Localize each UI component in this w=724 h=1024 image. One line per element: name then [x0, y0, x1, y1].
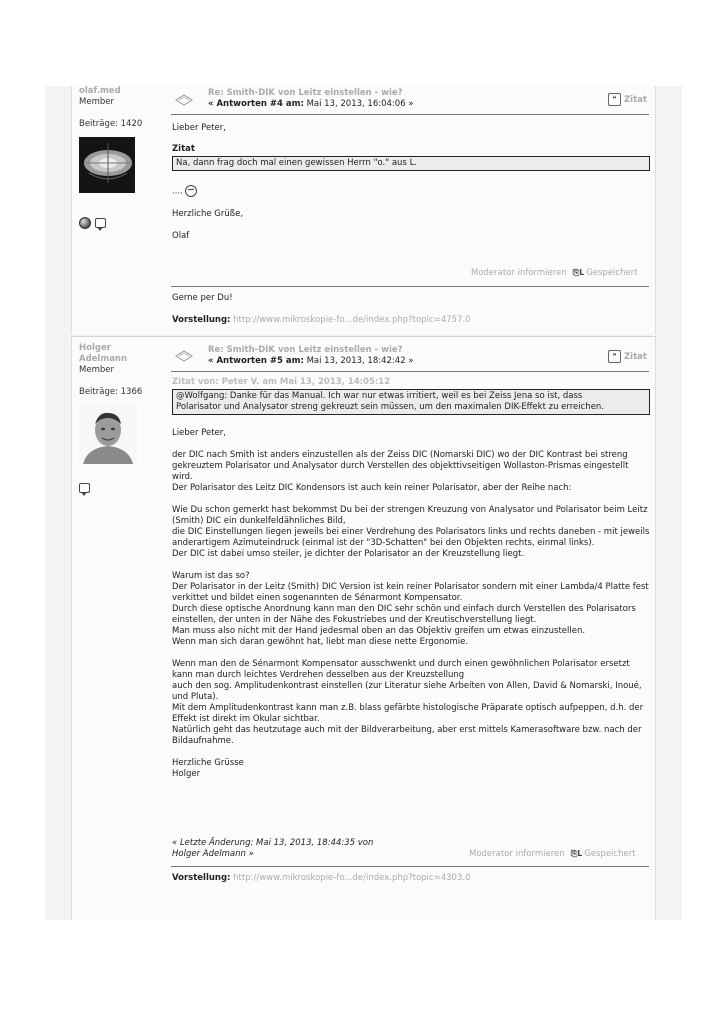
vorstellung-line: [172, 315, 470, 325]
divider: [171, 371, 649, 372]
post-meta: [208, 356, 414, 367]
avatar: [79, 137, 135, 193]
post-title-link[interactable]: Re: Smith-DIK von Leitz einstellen - wie?: [208, 88, 403, 98]
closing: Herzliche Grüße,: [172, 208, 244, 219]
post-paragraphs: [172, 450, 650, 780]
save-link[interactable]: [573, 268, 638, 278]
quote-button[interactable]: [608, 93, 647, 106]
vorstellung-link[interactable]: http://www.mikroskopie-fo...de/index.php?topic=4303.0: [233, 873, 471, 883]
save-icon: ⎘L: [572, 268, 585, 277]
quote-button-label: Zitat: [624, 94, 647, 105]
send-message-icon[interactable]: [79, 483, 90, 493]
reply-number: « Antworten #5 am:: [208, 356, 304, 366]
author-post-count: Beiträge: 1366: [79, 387, 143, 397]
author-block: [79, 86, 142, 130]
reply-number: « Antworten #4 am:: [208, 99, 304, 109]
avatar: [79, 406, 137, 464]
post-body: [172, 377, 650, 780]
quote-button[interactable]: [608, 350, 647, 363]
quote-line: Polarisator und Analysator streng gekreuzt sein müssen, um den maximalen DIK-Effekt zu erreichen.: [176, 402, 605, 412]
post-actions: [471, 268, 638, 278]
signature-name: Olaf: [172, 230, 190, 241]
author-block: [79, 343, 142, 398]
post-paragraph: Wenn man den de Sénarmont Kompensator ausschwenkt und durch einen gewöhnlichen Polarisator ersetzt kann man durch leichtes Verdrehen desselben aus der Kreuzstellung auch den sog. Amplitudenkontrast einstellen (zur Literatur siehe Arbeiten von Allen, David & Nomarski, Inoué, und Pluta). Mit dem Amplitudenkontrast kann man z.B. blass gefärbte histologische Präparate optisch aufpeppen, d.h. der Effekt ist direkt im Okular sichtbar. Natürlich geht das heutzutage auch mit der Bildverarbeitung, aber erst mittels Kamerasoftware bzw. nach der Bildaufnahme.: [172, 659, 644, 746]
divider: [171, 866, 649, 867]
vorstellung-label: Vorstellung:: [172, 873, 231, 883]
save-link[interactable]: [571, 849, 636, 859]
save-icon: ⎘L: [570, 849, 583, 858]
vorstellung-line: [172, 873, 470, 883]
post-date: Mai 13, 2013, 16:04:06 »: [306, 99, 414, 109]
author-name-link[interactable]: olaf.med: [79, 86, 121, 96]
post-diamond-icon: [175, 94, 193, 106]
post-subject: [208, 345, 414, 367]
quote-header-link[interactable]: Zitat von: Peter V. am Mai 13, 2013, 14:05:12: [172, 377, 391, 387]
post-paragraph: Wie Du schon gemerkt hast bekommst Du bei der strengen Kreuzung von Analysator und Polarisator beim Leitz (Smith) DIC ein dunkelfeldähnliches Bild, die DIC Einstellungen liegen jeweils bei einer Verdrehung des Polarisators links und rechts daneben - mit jeweils anderartigem Azimuteindruck (einmal ist der "3D-Schatten" bei den Objekten rechts, einmal links). Der DIC ist dabei umso steiler, je dichter der Polarisator an der Kreuzstellung liegt.: [172, 505, 650, 559]
author-post-count: Beiträge: 1420: [79, 119, 143, 129]
post-diamond-icon: [175, 350, 193, 362]
quote-line: @Wolfgang: Danke für das Manual. Ich war nur etwas irritiert, weil es bei Zeiss Jena so ist, dass: [176, 391, 583, 401]
author-icons: [79, 483, 90, 493]
report-moderator-link[interactable]: Moderator informieren: [471, 268, 567, 278]
ellipsis-line: [172, 185, 650, 198]
quote-icon: ❝: [608, 350, 621, 363]
author-icons: [79, 217, 106, 229]
forum-post-4: [45, 86, 682, 334]
ellipsis-text: ....: [172, 186, 183, 197]
quote-box: Na, dann frag doch mal einen gewissen Herrn "o." aus L.: [172, 156, 650, 171]
post-date: Mai 13, 2013, 18:42:42 »: [306, 356, 414, 366]
author-last-name: Adelmann: [79, 354, 128, 364]
post-title-link[interactable]: Re: Smith-DIK von Leitz einstellen - wie?: [208, 345, 403, 355]
vorstellung-link[interactable]: http://www.mikroskopie-fo...de/index.php?topic=4757.0: [233, 315, 471, 325]
website-globe-icon[interactable]: [79, 217, 91, 229]
author-role: Member: [79, 365, 114, 375]
post-paragraph: Herzliche Grüsse Holger: [172, 758, 244, 779]
quote-header: Zitat: [172, 144, 195, 154]
author-first-name: Holger: [79, 343, 111, 353]
report-moderator-link[interactable]: Moderator informieren: [469, 849, 565, 859]
post-meta: [208, 99, 414, 110]
post-body: [172, 123, 650, 242]
post-paragraph: der DIC nach Smith ist anders einzustellen als der Zeiss DIC (Nomarski DIC) wo der DIC Kontrast bei streng gekreuztem Polarisator und Analysator durch Verstellen des objekttivseitigen Wollaston-Prismas eingestellt wird. Der Polarisator des Leitz DIC Kondensors ist auch kein reiner Polarisator, aber der Reihe nach:: [172, 450, 629, 493]
post-actions: [469, 849, 636, 859]
divider: [171, 286, 649, 287]
quote-icon: ❝: [608, 93, 621, 106]
author-role: Member: [79, 97, 114, 107]
user-signature: Gerne per Du!: [172, 293, 233, 303]
avatar-photo: [79, 406, 137, 464]
save-label: Gespeichert: [584, 849, 636, 859]
save-label: Gespeichert: [586, 268, 638, 278]
sleeping-smiley-icon: [185, 185, 197, 197]
send-message-icon[interactable]: [95, 218, 106, 228]
last-edit-note: « Letzte Änderung: Mai 13, 2013, 18:44:35 von Holger Adelmann »: [172, 838, 374, 859]
avatar-image: [79, 137, 135, 193]
divider: [171, 114, 649, 115]
post-subject: [208, 88, 414, 110]
greeting: Lieber Peter,: [172, 123, 226, 133]
quote-box: [172, 389, 650, 415]
forum-thread-page: [45, 86, 682, 920]
post-paragraph: Warum ist das so? Der Polarisator in der Leitz (Smith) DIC Version ist kein reiner Polarisator sondern mit einer Lambda/4 Platte fest verkittet und bildet einen sogenannten de Sénarmont Kompensator. Durch diese optische Anordnung kann man den DIC sehr schön und einfach durch Verstellen des Polarisators einstellen, der unten in der Nähe des Fokustriebes und der Kreutischverstellung liegt. Man muss also nicht mit der Hand jedesmal oben an das Objektiv greifen um etwas einzustellen. Wenn man sich daran gewöhnt hat, liebt man diese nette Ergonomie.: [172, 571, 649, 647]
author-name-link[interactable]: [79, 343, 142, 365]
quote-button-label: Zitat: [624, 351, 647, 362]
vorstellung-label: Vorstellung:: [172, 315, 231, 325]
forum-post-5: [45, 336, 682, 920]
greeting: Lieber Peter,: [172, 428, 226, 438]
